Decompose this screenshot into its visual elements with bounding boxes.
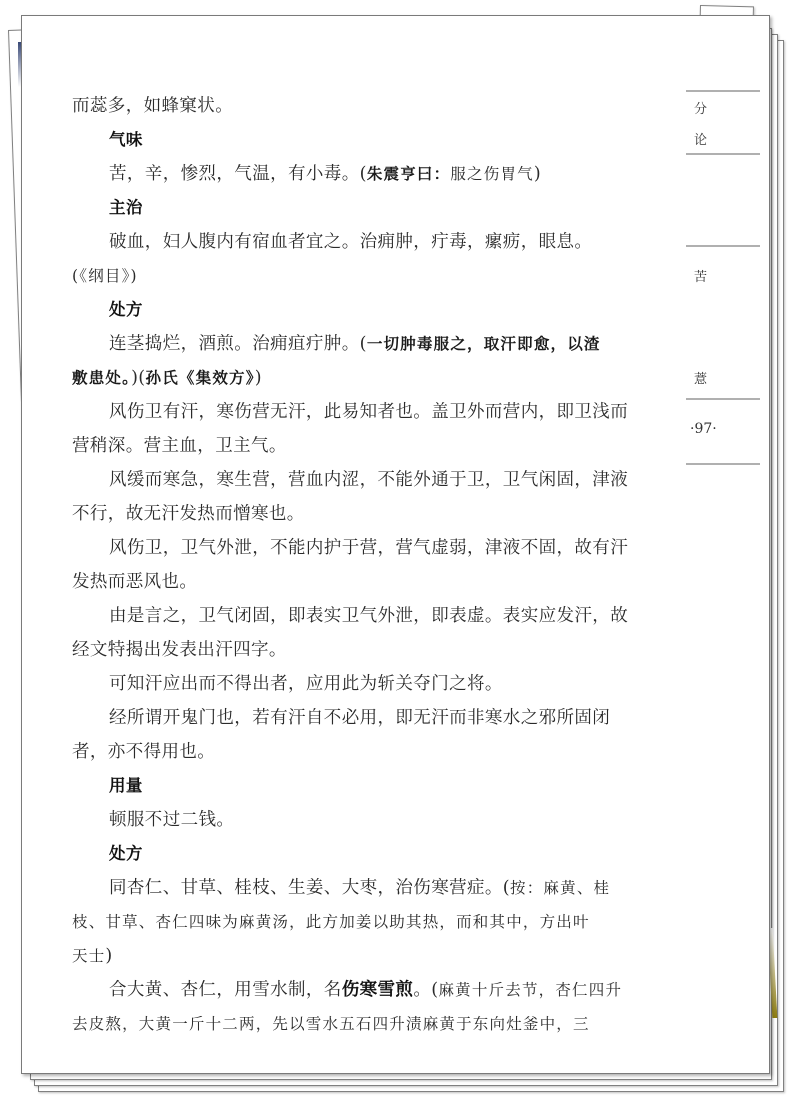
text-line bbox=[72, 157, 662, 191]
annotation-note: 一切肿毒服之，取汗即愈，以渣 bbox=[366, 334, 601, 353]
text-line bbox=[72, 89, 662, 123]
annotation-note: 天士 bbox=[72, 947, 106, 965]
herb-name-char: 苦 bbox=[694, 270, 708, 285]
text-line bbox=[72, 361, 662, 395]
annotation-note: 麻黄十斤去节，杏仁四升 bbox=[438, 981, 623, 999]
page-number: ·97· bbox=[690, 421, 717, 437]
formula-name: 伤寒雪煎 bbox=[341, 980, 414, 1000]
text-segment: 顿服不过二钱。 bbox=[109, 810, 235, 830]
text-segment: 同杏仁、甘草、桂枝、生姜、大枣，治伤寒营症。( bbox=[109, 878, 511, 898]
section-heading: 气味 bbox=[109, 130, 143, 149]
text-segment: 不行，故无汗发热而憎寒也。 bbox=[72, 504, 305, 524]
text-line bbox=[72, 565, 662, 599]
text-line bbox=[72, 259, 662, 293]
text-line bbox=[72, 803, 662, 837]
text-segment: 苦，辛，惨烈，气温，有小毒。( bbox=[109, 164, 367, 184]
text-line bbox=[72, 395, 662, 429]
text-segment: 者，亦不得用也。 bbox=[72, 742, 216, 762]
text-segment: ) bbox=[533, 164, 542, 184]
text-segment: 连茎捣烂，酒煎。治痈疽疔肿。( bbox=[109, 334, 367, 354]
text-line bbox=[72, 225, 662, 259]
text-segment: 经文特揭出发表出汗四字。 bbox=[72, 640, 287, 660]
text-line bbox=[72, 973, 662, 1007]
annotation-note: 朱震亨曰： bbox=[366, 164, 451, 183]
text-segment: 发热而恶风也。 bbox=[72, 572, 198, 592]
text-line bbox=[72, 633, 662, 667]
text-line bbox=[72, 599, 662, 633]
page-margin-sidebar bbox=[686, 16, 760, 1073]
text-line bbox=[72, 327, 662, 361]
annotation-note: 孙氏《集效方》 bbox=[145, 368, 255, 387]
annotation-note: (《纲目》) bbox=[72, 267, 138, 285]
text-segment: 合大黄、杏仁，用雪水制，名 bbox=[109, 980, 342, 1000]
annotation-note: 服之伤胃气 bbox=[450, 165, 534, 183]
herb-name-char: 薏 bbox=[694, 372, 708, 387]
text-segment: 可知汗应出而不得出者，应用此为斩关夺门之将。 bbox=[109, 674, 503, 694]
text-segment: 而蕊多，如蜂窠状。 bbox=[72, 96, 234, 116]
text-segment: 由是言之，卫气闭固，即表实卫气外泄，即表虚。表实应发汗，故 bbox=[109, 606, 629, 626]
text-segment: 风伤卫，卫气外泄，不能内护于营，营气虚弱，津液不固，故有汗 bbox=[109, 538, 629, 558]
annotation-note: 去皮熬，大黄一斤十二两，先以雪水五石四升渍麻黄于东向灶釜中，三 bbox=[72, 1015, 590, 1033]
section-char: 论 bbox=[694, 133, 708, 148]
text-line bbox=[72, 497, 662, 531]
text-line bbox=[72, 429, 662, 463]
margin-rule bbox=[686, 90, 760, 92]
text-line bbox=[72, 531, 662, 565]
text-segment: ) bbox=[254, 368, 262, 388]
margin-rule bbox=[686, 153, 760, 155]
text-line bbox=[72, 1007, 662, 1041]
text-segment: 破血，妇人腹内有宿血者宜之。治痈肿，疔毒，瘰疬，眼息。 bbox=[109, 232, 593, 252]
page-body-text bbox=[72, 89, 662, 1041]
text-line bbox=[72, 939, 662, 973]
section-heading: 主治 bbox=[109, 198, 143, 217]
annotation-note: 按：麻黄、桂 bbox=[510, 879, 611, 897]
section-char: 分 bbox=[694, 102, 708, 117]
text-line bbox=[72, 735, 662, 769]
text-segment: )( bbox=[131, 368, 146, 388]
margin-rule bbox=[686, 398, 760, 400]
margin-rule bbox=[686, 463, 760, 465]
annotation-note: 枝、甘草、杏仁四味为麻黄汤，此方加姜以助其热，而和其中，方出叶 bbox=[72, 913, 590, 931]
text-line bbox=[72, 905, 662, 939]
text-line bbox=[72, 871, 662, 905]
annotation-note: 敷患处。 bbox=[72, 368, 132, 387]
section-heading: 用量 bbox=[109, 776, 143, 795]
text-segment: 经所谓开鬼门也，若有汗自不必用，即无汗而非寒水之邪所固闭 bbox=[109, 708, 611, 728]
text-segment: 风伤卫有汗，寒伤营无汗，此易知者也。盖卫外而营内，即卫浅而 bbox=[109, 402, 629, 422]
text-line bbox=[72, 667, 662, 701]
margin-rule bbox=[686, 245, 760, 247]
section-heading: 处方 bbox=[109, 300, 143, 319]
text-segment: 风缓而寒急，寒生营，营血内涩，不能外通于卫，卫气闲固，津液 bbox=[109, 470, 629, 490]
text-line bbox=[72, 701, 662, 735]
text-segment: ) bbox=[105, 946, 113, 966]
section-heading: 处方 bbox=[109, 844, 143, 863]
text-line bbox=[72, 463, 662, 497]
book-page bbox=[21, 15, 770, 1074]
text-segment: 营稍深。营主血，卫主气。 bbox=[72, 436, 287, 456]
text-segment: 。( bbox=[413, 980, 439, 1000]
